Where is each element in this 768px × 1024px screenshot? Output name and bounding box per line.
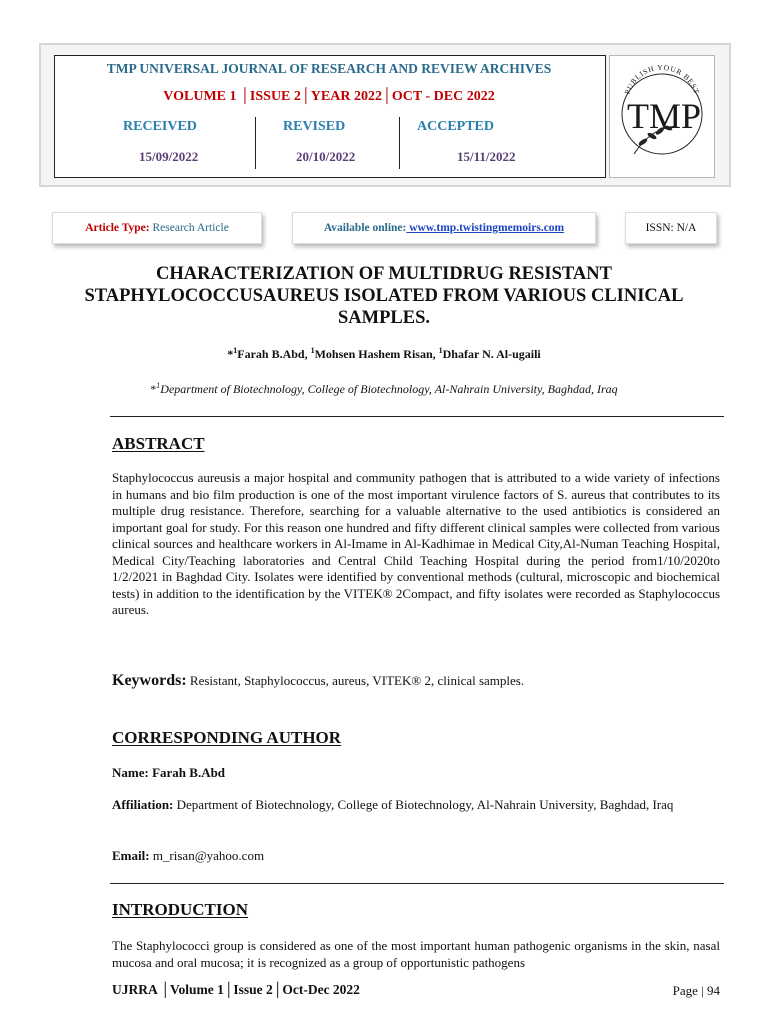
author-sup: 1 — [310, 346, 315, 355]
accepted-label: ACCEPTED — [417, 119, 495, 134]
author-3: Dhafar N. Al-ugaili — [442, 347, 541, 361]
keywords-label: Keywords: — [112, 672, 187, 689]
author-mark: * — [227, 347, 234, 361]
author-sup: 1 — [438, 346, 443, 355]
article-type-value: Research Article — [152, 222, 229, 234]
keywords — [112, 672, 524, 690]
affiliation-sup: 1 — [156, 381, 161, 390]
divider — [110, 883, 724, 884]
date-divider — [255, 117, 256, 169]
logo-text: TMP — [626, 96, 702, 136]
author-1: Farah B.Abd, — [237, 347, 311, 361]
footer-citation: UJRRA │Volume 1│Issue 2│Oct-Dec 2022 — [112, 982, 360, 997]
introduction-heading: INTRODUCTION — [112, 900, 249, 919]
available-online-box — [292, 212, 596, 244]
corresponding-affiliation — [112, 797, 720, 814]
corresponding-email — [112, 848, 720, 865]
received-date: 15/09/2022 — [139, 149, 199, 164]
affiliation-mark: * — [150, 382, 157, 396]
author-sup: 1 — [233, 346, 238, 355]
received-label: RECEIVED — [123, 119, 197, 134]
available-online-label: Available online: — [323, 222, 407, 234]
svg-text:PUBLISH YOUR BEST — [623, 63, 702, 96]
name-label: Name: — [112, 765, 149, 780]
volume-issue-line: VOLUME 1 │ISSUE 2│YEAR 2022│OCT - DEC 2022 — [163, 89, 495, 104]
page-number: Page | 94 — [672, 983, 720, 998]
revised-date: 20/10/2022 — [296, 149, 356, 164]
author-2: Mohsen Hashem Risan, — [314, 347, 439, 361]
name-value: Farah B.Abd — [148, 765, 226, 780]
email-label: Email: — [112, 848, 150, 863]
logo-tagline: PUBLISH YOUR BEST — [622, 62, 702, 96]
accepted-date: 15/11/2022 — [457, 149, 516, 164]
keywords-text: Resistant, Staphylococcus, aureus, VITEK® 2, clinical samples. — [186, 673, 525, 688]
author-list — [60, 347, 708, 362]
article-type-label: Article Type: — [85, 222, 150, 234]
introduction-text: The Staphylococci group is considered as one of the most important human pathogenic organisms in the skin, nasal mucosa and oral mucosa; it is recognized as a group of opportunistic pathogens — [112, 938, 720, 970]
issn-text: ISSN: N/A — [645, 222, 697, 234]
abstract-heading: ABSTRACT — [112, 434, 205, 453]
affiliation-value: Department of Biotechnology, College of Biotechnology, Al-Nahrain University, Baghdad, Iraq — [173, 797, 674, 812]
corresponding-name — [112, 765, 720, 782]
tmp-logo — [609, 55, 715, 178]
date-divider — [399, 117, 400, 169]
email-value[interactable]: m_risan@yahoo.com — [149, 848, 265, 863]
revised-label: REVISED — [283, 119, 346, 134]
journal-title: TMP UNIVERSAL JOURNAL OF RESEARCH AND REVIEW ARCHIVES — [106, 61, 552, 76]
tmp-logo-icon — [610, 56, 714, 177]
affiliation-label: Affiliation: — [112, 797, 174, 812]
abstract-text: Staphylococcus aureusis a major hospital and community pathogen that is attributed to a wide variety of infections in humans and bio film production is one of the most important virulence factors of S. aureus that contributes to its multiple drug resistance. Therefore, searching for a valuable alternative to the used antibiotics is considered an important goal for study. For this reason one hundred and fifty different clinical samples were collected from various clinical sources and healthcare workers in Al-Imame in Al-Kadhimae in Medical City,Al-Numan Teaching Hospital, Medical City/Teaching laboratories and Central Child Teaching Hospital during the period from1/10/2020to 1/2/2021 in Baghdad City. Isolates were identified by conventional methods (cultural, microscopic and biochemical tests) in addition to the identification by the VITEK® 2Compact, and fifty isolates were recorded as Staphylococcus aureus. — [112, 470, 720, 617]
author-affiliation — [60, 382, 708, 397]
affiliation-text: Department of Biotechnology, College of Biotechnology, Al-Nahrain University, Baghdad, Iraq — [160, 382, 618, 396]
issn-box — [625, 212, 717, 244]
divider — [110, 416, 724, 417]
journal-website-link[interactable]: www.tmp.twistingmemoirs.com — [406, 222, 565, 234]
paper-title: CHARACTERIZATION OF MULTIDRUG RESISTANT STAPHYLOCOCCUSAUREUS ISOLATED FROM VARIOUS CLINICAL SAMPLES. — [84, 264, 684, 328]
article-type-box — [52, 212, 262, 244]
corresponding-author-heading: CORRESPONDING AUTHOR — [112, 728, 342, 747]
